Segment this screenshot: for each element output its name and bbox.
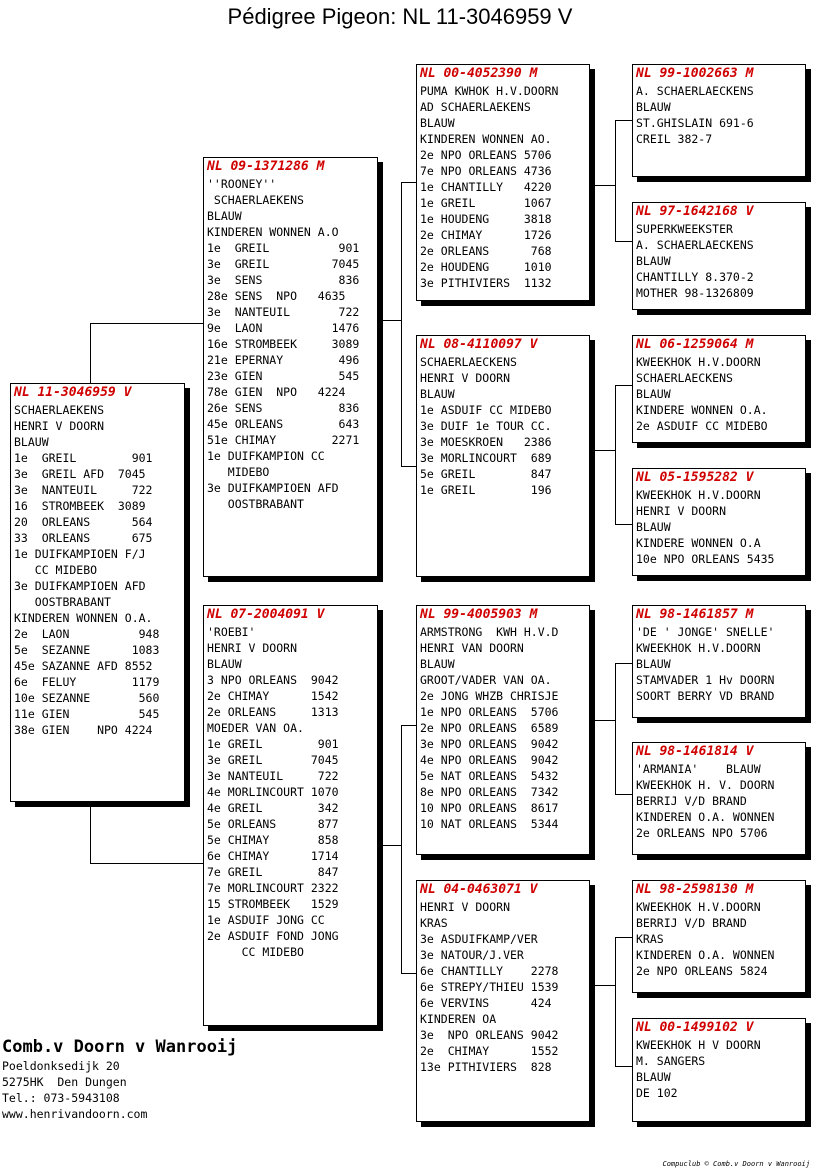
pigeon-info-line: 2e ORLEANS NPO 5706 [636, 826, 768, 840]
pigeon-info-line: DE 102 [636, 1086, 678, 1100]
ring-number: NL 11-3046959 V [14, 385, 132, 400]
pigeon-card-mmf [632, 880, 806, 993]
pigeon-info-line: BLAUW [420, 657, 455, 671]
pigeon-info-line: 1e NPO ORLEANS 5706 [420, 705, 559, 719]
pigeon-card-ff [416, 64, 590, 301]
pigeon-card-fmf [632, 335, 806, 443]
pigeon-info-line: 2e ORLEANS 768 [420, 244, 552, 258]
pigeon-info-line: AD SCHAERLAEKENS [420, 100, 531, 114]
pigeon-info-line: 16 STROMBEEK 3089 [14, 499, 146, 513]
pigeon-info-line: 2e ORLEANS 1313 [207, 705, 339, 719]
pigeon-info-line: SCHAERLAECKENS [420, 355, 517, 369]
pigeon-info-line: BLAUW [636, 520, 671, 534]
pigeon-info-line: 10 NAT ORLEANS 5344 [420, 817, 559, 831]
ring-number: NL 98-2598130 M [636, 882, 754, 897]
pigeon-info-line: SCHAERLAECKENS [636, 371, 733, 385]
pigeon-info-line: BLAUW [636, 1070, 671, 1084]
ring-number: NL 00-1499102 V [636, 1020, 754, 1035]
pigeon-info-line: 11e GIEN 545 [14, 707, 160, 721]
pigeon-info-line: KINDEREN WONNEN AO. [420, 132, 552, 146]
pigeon-card-fm [416, 335, 590, 577]
pigeon-info-line: STAMVADER 1 Hv DOORN [636, 673, 775, 687]
pigeon-info-line: BLAUW [636, 254, 671, 268]
pigeon-info-line: 1e CHANTILLY 4220 [420, 180, 552, 194]
owner-name: Comb.v Doorn v Wanrooij [2, 1037, 238, 1057]
ring-number: NL 99-4005903 M [420, 607, 538, 622]
pigeon-info-line: 3e NANTEUIL 722 [14, 483, 153, 497]
pigeon-info-line: OOSTBRABANT [207, 497, 304, 511]
pigeon-info-line: KINDEREN WONNEN A.O [207, 225, 339, 239]
pigeon-info-line: 1e GREIL 1067 [420, 196, 552, 210]
connector-subject-father [90, 323, 205, 384]
pigeon-info-line: ''ROONEY'' [207, 177, 277, 191]
owner-address: Poeldonksedijk 20 [2, 1059, 120, 1073]
pigeon-info-line: CREIL 382-7 [636, 132, 713, 146]
pigeon-info-line: 3e NATOUR/J.VER [420, 948, 524, 962]
pigeon-info-line: KWEEKHOK H.V.DOORN [636, 900, 761, 914]
pigeon-info-line: 4e NPO ORLEANS 9042 [420, 753, 559, 767]
pigeon-info-line: MIDEBO [207, 465, 270, 479]
pigeon-info-line: 6e STREPY/THIEU 1539 [420, 980, 559, 994]
pigeon-info-line: 10e SEZANNE 560 [14, 691, 160, 705]
ring-number: NL 07-2004091 V [207, 607, 325, 622]
page-title: Pédigree Pigeon: NL 11-3046959 V [227, 4, 573, 29]
ring-number: NL 99-1002663 M [636, 66, 754, 81]
pigeon-info-line: 1e ASDUIF JONG CC [207, 913, 325, 927]
pigeon-info-line: 1e DUIFKAMPION CC [207, 449, 325, 463]
pigeon-info-line: KWEEKHOK H.V.DOORN [636, 488, 761, 502]
pigeon-info-line: 1e ASDUIF CC MIDEBO [420, 403, 552, 417]
pigeon-info-line: HENRI VAN DOORN [420, 641, 524, 655]
pigeon-info-line: 5e GREIL 847 [420, 467, 552, 481]
pigeon-info-line: BLAUW [420, 116, 455, 130]
pigeon-info-line: BLAUW [207, 209, 242, 223]
pigeon-info-line: 9e LAON 1476 [207, 321, 360, 335]
pigeon-info-line: 3e NANTEUIL 722 [207, 305, 360, 319]
pigeon-info-line: 3e DUIF 1e TOUR CC. [420, 419, 552, 433]
pigeon-info-line: 2e HOUDENG 1010 [420, 260, 552, 274]
ring-number: NL 98-1461814 V [636, 744, 754, 759]
pigeon-info-line: 1e GREIL 901 [207, 737, 339, 751]
pigeon-info-line: 1e DUIFKAMPIOEN F/J [14, 547, 146, 561]
owner-website: www.henrivandoorn.com [2, 1107, 148, 1121]
pigeon-info-line: 2e ASDUIF CC MIDEBO [636, 419, 768, 433]
pigeon-info-line: 3e GREIL 7045 [207, 257, 360, 271]
pigeon-info-line: KINDERE WONNEN O.A. [636, 403, 768, 417]
pigeon-info-line: 2e NPO ORLEANS 6589 [420, 721, 559, 735]
pigeon-info-line: 13e PITHIVIERS 828 [420, 1060, 552, 1074]
pigeon-info-line: KWEEKHOK H. V. DOORN [636, 778, 775, 792]
pigeon-info-line: KINDEREN O.A. WONNEN [636, 810, 775, 824]
pigeon-card-mfm [632, 742, 806, 855]
pigeon-info-line: 5e SEZANNE 1083 [14, 643, 160, 657]
pigeon-info-line: KINDEREN O.A. WONNEN [636, 948, 775, 962]
ring-number: NL 08-4110097 V [420, 337, 538, 352]
pigeon-info-line: BLAUW [207, 657, 242, 671]
pigeon-info-line: 3e NANTEUIL 722 [207, 769, 339, 783]
pigeon-info-line: 3e SENS 836 [207, 273, 360, 287]
pigeon-info-line: HENRI V DOORN [207, 641, 298, 655]
pigeon-card-mmm [632, 1018, 806, 1122]
pigeon-info-line: 21e EPERNAY 496 [207, 353, 360, 367]
pigeon-info-line: 4e GREIL 342 [207, 801, 339, 815]
connector-mm-parents [615, 937, 633, 1067]
pigeon-info-line: CC MIDEBO [207, 945, 304, 959]
pigeon-info-line: KINDEREN WONNEN O.A. [14, 611, 153, 625]
owner-info [2, 1036, 237, 1122]
pigeon-info-line: 2e CHIMAY 1552 [420, 1044, 559, 1058]
pigeon-info-line: BLAUW [636, 100, 671, 114]
pigeon-info-line: KWEEKHOK H.V.DOORN [636, 641, 761, 655]
pigeon-info-line: 5e CHIMAY 858 [207, 833, 339, 847]
pigeon-info-line: 1e GREIL 901 [14, 451, 153, 465]
pigeon-info-line: SOORT BERRY VD BRAND [636, 689, 775, 703]
pigeon-info-line: 3e NPO ORLEANS 9042 [420, 737, 559, 751]
pigeon-info-line: 2e CHIMAY 1542 [207, 689, 339, 703]
pigeon-info-line: 3e MORLINCOURT 689 [420, 451, 552, 465]
pigeon-info-line: 3e ASDUIFKAMP/VER [420, 932, 538, 946]
connector-father-stub [383, 320, 401, 321]
pigeon-info-line: 6e CHIMAY 1714 [207, 849, 339, 863]
pigeon-info-line: 10e NPO ORLEANS 5435 [636, 552, 775, 566]
pigeon-info-line: 3e GREIL AFD 7045 [14, 467, 146, 481]
connector-fm-stub [595, 450, 615, 451]
pigeon-info-line: 33 ORLEANS 675 [14, 531, 153, 545]
ring-number: NL 06-1259064 M [636, 337, 754, 352]
pigeon-info-line: 'ARMANIA' BLAUW [636, 762, 761, 776]
pigeon-card-mf [416, 605, 590, 855]
pigeon-info-line: SUPERKWEEKSTER [636, 222, 733, 236]
pigeon-info-line: A. SCHAERLAECKENS [636, 84, 754, 98]
connector-subject-mother [90, 802, 205, 864]
pigeon-info-line: BLAUW [14, 435, 49, 449]
pigeon-info-line: HENRI V DOORN [14, 419, 105, 433]
pigeon-info-line: 7e NPO ORLEANS 4736 [420, 164, 552, 178]
pigeon-card-mother [203, 605, 378, 1026]
pigeon-info-line: KRAS [636, 932, 664, 946]
pigeon-info-line: M. SANGERS [636, 1054, 706, 1068]
pigeon-info-line: 7e MORLINCOURT 2322 [207, 881, 339, 895]
pigeon-info-line: 'DE ' JONGE' SNELLE' [636, 625, 775, 639]
pigeon-info-line: 10 NPO ORLEANS 8617 [420, 801, 559, 815]
pigeon-info-line: KRAS [420, 916, 448, 930]
pigeon-info-line: CC MIDEBO [14, 563, 98, 577]
pigeon-card-fff [632, 64, 806, 177]
pigeon-info-line: HENRI V DOORN [420, 371, 511, 385]
pigeon-info-line: 5e ORLEANS 877 [207, 817, 339, 831]
pigeon-info-line: PUMA KWHOK H.V.DOORN [420, 84, 559, 98]
pigeon-info-line: CHANTILLY 8.370-2 [636, 270, 754, 284]
pigeon-info-line: 1e GREIL 196 [420, 483, 552, 497]
pigeon-info-line: 5e NAT ORLEANS 5432 [420, 769, 559, 783]
pigeon-info-line: 15 STROMBEEK 1529 [207, 897, 339, 911]
pigeon-info-line: KWEEKHOK H V DOORN [636, 1038, 761, 1052]
connector-ff-stub [595, 185, 615, 186]
pigeon-info-line: A. SCHAERLAECKENS [636, 238, 754, 252]
pigeon-info-line: 26e SENS 836 [207, 401, 360, 415]
pigeon-info-line: 3e GREIL 7045 [207, 753, 339, 767]
pigeon-info-line: SCHAERLAEKENS [207, 193, 304, 207]
pigeon-info-line: KWEEKHOK H.V.DOORN [636, 355, 761, 369]
pigeon-info-line: 2e NPO ORLEANS 5706 [420, 148, 552, 162]
pigeon-info-line: 3e MOESKROEN 2386 [420, 435, 552, 449]
connector-mm-stub [595, 985, 615, 986]
pigeon-info-line: 3e NPO ORLEANS 9042 [420, 1028, 559, 1042]
pigeon-info-line: 6e FELUY 1179 [14, 675, 160, 689]
connector-mf-stub [595, 720, 615, 721]
pigeon-info-line: 20 ORLEANS 564 [14, 515, 153, 529]
pigeon-info-line: 16e STROMBEEK 3089 [207, 337, 360, 351]
pigeon-info-line: 23e GIEN 545 [207, 369, 360, 383]
pigeon-info-line: 3 NPO ORLEANS 9042 [207, 673, 339, 687]
pigeon-info-line: 45e SAZANNE AFD 8552 [14, 659, 153, 673]
pigeon-info-line: 45e ORLEANS 643 [207, 417, 360, 431]
pigeon-info-line: HENRI V DOORN [420, 900, 511, 914]
connector-mother-stub [383, 845, 401, 846]
pigeon-info-line: 2e LAON 948 [14, 627, 160, 641]
pigeon-info-line: 38e GIEN NPO 4224 [14, 723, 153, 737]
pigeon-info-line: 'ROEBI' [207, 625, 256, 639]
pigeon-info-line: KINDEREN OA [420, 1012, 497, 1026]
pigeon-info-line: ARMSTRONG KWH H.V.D [420, 625, 559, 639]
pigeon-info-line: 2e NPO ORLEANS 5824 [636, 964, 768, 978]
pigeon-info-line: 4e MORLINCOURT 1070 [207, 785, 339, 799]
ring-number: NL 04-0463071 V [420, 882, 538, 897]
pigeon-info-line: 3e DUIFKAMPIOEN AFD [207, 481, 339, 495]
pigeon-info-line: 78e GIEN NPO 4224 [207, 385, 346, 399]
connector-fm-parents [615, 385, 633, 525]
owner-phone: Tel.: 073-5943108 [2, 1091, 120, 1105]
pigeon-info-line: 2e ASDUIF FOND JONG [207, 929, 339, 943]
pigeon-info-line: 3e DUIFKAMPIOEN AFD [14, 579, 146, 593]
pigeon-info-line: KINDERE WONNEN O.A [636, 536, 761, 550]
pigeon-info-line: HENRI V DOORN [636, 504, 727, 518]
pigeon-info-line: 6e VERVINS 424 [420, 996, 552, 1010]
pigeon-info-line: OOSTBRABANT [14, 595, 111, 609]
pigeon-info-line: BLAUW [420, 387, 455, 401]
pigeon-info-line: 3e PITHIVIERS 1132 [420, 276, 552, 290]
pigeon-card-father [203, 157, 378, 577]
pigeon-info-line: 2e JONG WHZB CHRISJE [420, 689, 559, 703]
ring-number: NL 05-1595282 V [636, 470, 754, 485]
pigeon-info-line: BLAUW [636, 387, 671, 401]
pigeon-info-line: MOTHER 98-1326809 [636, 286, 754, 300]
pigeon-card-mm [416, 880, 590, 1122]
pigeon-info-line: 1e GREIL 901 [207, 241, 360, 255]
ring-number: NL 98-1461857 M [636, 607, 754, 622]
pigeon-info-line: 51e CHIMAY 2271 [207, 433, 360, 447]
pigeon-info-line: MOEDER VAN OA. [207, 721, 304, 735]
pigeon-info-line: 7e GREIL 847 [207, 865, 339, 879]
pigeon-info-line: GROOT/VADER VAN OA. [420, 673, 552, 687]
pigeon-card-fmm [632, 468, 806, 576]
pigeon-info-line: BERRIJ V/D BRAND [636, 794, 747, 808]
ring-number: NL 97-1642168 V [636, 204, 754, 219]
pigeon-info-line: BLAUW [636, 657, 671, 671]
connector-ff-parents [615, 120, 633, 242]
pigeon-info-line: 1e HOUDENG 3818 [420, 212, 552, 226]
ring-number: NL 09-1371286 M [207, 159, 325, 174]
pigeon-info-line: 6e CHANTILLY 2278 [420, 964, 559, 978]
pigeon-card-ffm [632, 202, 806, 310]
pigeon-info-line: 2e CHIMAY 1726 [420, 228, 552, 242]
pigeon-info-line: SCHAERLAEKENS [14, 403, 105, 417]
pigeon-card-subject [10, 383, 185, 802]
connector-mf-parents [615, 663, 633, 795]
pigeon-info-line: ST.GHISLAIN 691-6 [636, 116, 754, 130]
pigeon-info-line: 28e SENS NPO 4635 [207, 289, 346, 303]
pigeon-card-mff [632, 605, 806, 718]
pigeon-info-line: BERRIJ V/D BRAND [636, 916, 747, 930]
footer-credit: Compuclub © Comb.v Doorn v Wanrooij [662, 1160, 810, 1168]
owner-postcode: 5275HK Den Dungen [2, 1075, 127, 1089]
ring-number: NL 00-4052390 M [420, 66, 538, 81]
pigeon-info-line: 8e NPO ORLEANS 7342 [420, 785, 559, 799]
